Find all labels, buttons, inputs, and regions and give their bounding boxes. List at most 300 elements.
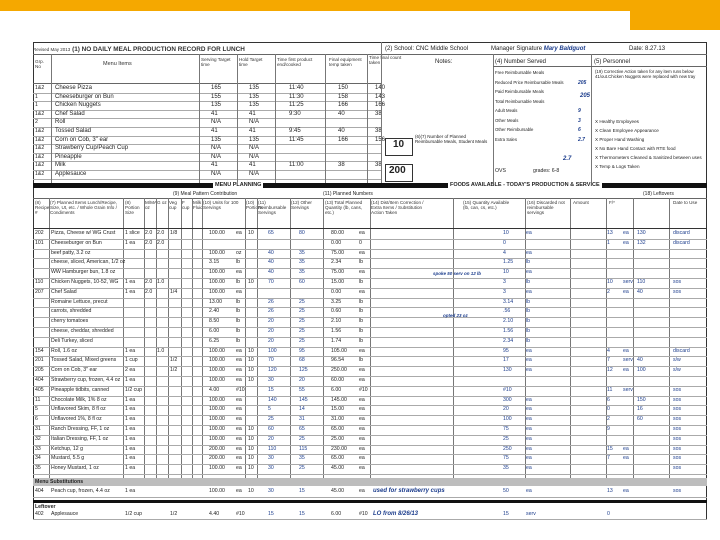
- row-portion-size: 1 ea: [125, 377, 136, 383]
- section-divider-bar: [33, 183, 707, 188]
- menu-item-grp: 1&2: [35, 85, 45, 91]
- row-available-unit: serv: [526, 511, 536, 517]
- row-total-quantity: 6.00: [331, 511, 342, 517]
- row-leftover-amount: 6: [607, 396, 610, 403]
- row-units-100: 4.00: [209, 386, 220, 393]
- column-divider: [570, 198, 571, 478]
- menu-item-final-temp: 158: [338, 93, 349, 100]
- row-item-name: Pineapple tidbits, canned: [51, 386, 109, 393]
- menu-item-final-count: 38: [375, 128, 382, 134]
- column-header: F/*: [609, 200, 615, 205]
- row-units-unit: ea: [236, 396, 242, 403]
- row-units-unit: ea: [236, 347, 242, 354]
- row-units-unit: ea: [236, 230, 242, 236]
- column-header: Date to Use: [673, 200, 698, 205]
- row-other-servings: 20: [299, 377, 305, 383]
- menu-item-hold-target: 135: [249, 102, 260, 109]
- row-portion-size: 1/2 cup: [125, 511, 143, 517]
- row-temp-count: 110: [637, 279, 646, 285]
- row-date-to-use: discard: [673, 347, 690, 354]
- menu-item-final-count: 38: [375, 110, 382, 117]
- row-reimbursable: 5: [268, 406, 271, 413]
- menu-item-final-count: 166: [375, 102, 386, 109]
- menu-item-name: Cheeseburger on Bun: [55, 93, 114, 100]
- row-units-100: 100.00: [209, 279, 225, 285]
- menu-item-name: Tossed Salad: [55, 128, 92, 134]
- row-units-unit: ea: [236, 488, 242, 494]
- row-portion-size: 1 slice: [125, 230, 140, 236]
- menu-item-final-temp: 40: [338, 110, 345, 117]
- row-portion-size: 1 ea: [125, 426, 136, 432]
- ovs-label: OVS: [495, 168, 506, 174]
- row-leftover-unit: ea: [623, 367, 629, 374]
- row-units-unit: lb: [236, 328, 241, 334]
- row-leftover-amount: 9: [607, 426, 610, 432]
- served-row-value: 3: [578, 117, 581, 124]
- row-separator: [33, 268, 707, 269]
- row-recipe-number: 154: [35, 347, 44, 354]
- menu-item-name: Applesauce: [55, 171, 87, 177]
- column-divider: [323, 198, 324, 478]
- row-date-to-use: sos: [673, 455, 682, 462]
- row-reimbursable: 25: [268, 416, 274, 423]
- row-quantity-unit: ea: [359, 367, 365, 374]
- extra-sales-total: 2.7: [563, 156, 572, 162]
- row-quantity-unit: ea: [359, 416, 365, 423]
- row-qty-available: 1.56: [503, 328, 514, 334]
- row-units-100: 100.00: [209, 367, 225, 374]
- row-temp-count: 130: [637, 230, 646, 236]
- served-row-label: Total Reimbursable Meals: [495, 98, 545, 104]
- menu-item-grp: 1: [35, 93, 38, 100]
- row-available-unit: ea: [526, 416, 532, 423]
- menu-item-grp: 1: [35, 102, 38, 109]
- corrective-action-note: (19) Corrective Action taken for any item runs below 41/out.Chicken Nuggets were replaced with new tray: [595, 69, 696, 79]
- row-reimbursable: 30: [268, 455, 274, 462]
- menu-item-time-cooked: 11:25: [289, 102, 304, 109]
- row-units-100: 6.00: [209, 328, 220, 334]
- row-qty-available: 1.25: [503, 259, 514, 266]
- row-item-name: cheese, sliced, American, 1/2 oz: [51, 259, 126, 266]
- row-other-servings: 14: [299, 406, 305, 413]
- row-quantity-unit: ea: [359, 435, 365, 442]
- row-date-to-use: sos: [673, 435, 682, 442]
- row-portion-size: 1 ea: [125, 288, 136, 295]
- row-portions: 10: [248, 377, 254, 383]
- row-total-quantity: 3.25: [331, 298, 342, 305]
- row-units-unit: oz: [236, 249, 242, 256]
- row-available-unit: ea: [526, 396, 532, 403]
- row-leftover-unit: ea: [623, 488, 629, 494]
- row-total-quantity: 65.00: [331, 455, 344, 462]
- row-portions: 10: [248, 488, 254, 494]
- row-units-unit: #10: [236, 511, 245, 517]
- menu-item-serving-target: 41: [211, 128, 218, 134]
- menu-item-time-cooked: 11:00: [289, 162, 304, 169]
- row-total-quantity: 230.00: [331, 445, 347, 452]
- row-leftover-unit: ea: [623, 288, 629, 295]
- row-reimbursable: 30: [268, 488, 274, 494]
- row-qty-available: 15: [503, 511, 509, 517]
- row-available-unit: ea: [526, 357, 532, 364]
- row-qty-available: 4: [503, 249, 506, 256]
- row-leftover-amount: 11: [607, 386, 613, 393]
- row-reimbursable: 140: [268, 396, 277, 403]
- menu-item-hold-target: 41: [249, 162, 256, 169]
- row-reimbursable: 15: [268, 386, 274, 393]
- menu-item-hold-target: 135: [249, 136, 260, 143]
- row-units-unit: lb: [236, 259, 241, 266]
- column-divider: [202, 198, 203, 478]
- row-total-quantity: 15.00: [331, 279, 344, 285]
- row-recipe-number: 34: [35, 455, 41, 462]
- row-leftover-unit: serv: [623, 357, 633, 364]
- row-temp-count: 132: [637, 239, 646, 246]
- menu-item-final-temp: 150: [338, 85, 349, 91]
- row-qty-available: 250: [503, 445, 512, 452]
- row-total-quantity: 45.00: [331, 488, 344, 494]
- row-item-name: Corn on Cob, 3" ear: [51, 367, 97, 374]
- menu-item-grp: 1&2: [35, 171, 45, 177]
- row-other-servings: 35: [299, 259, 305, 266]
- row-total-quantity: 0.00: [331, 288, 342, 295]
- row-portion-size: 1 ea: [125, 465, 136, 472]
- row-quantity-unit: lb: [359, 298, 364, 305]
- row-leftover-unit: ea: [623, 239, 629, 246]
- row-quantity-unit: ea: [359, 347, 365, 354]
- row-recipe-number: 32: [35, 435, 41, 442]
- orange-accent-bar: [0, 0, 720, 11]
- form-title-text: (1) NO DAILY MEAL PRODUCTION RECORD FOR LUNCH: [72, 46, 245, 53]
- served-row-label: Adult Meals: [495, 108, 518, 113]
- menu-item-serving-target: 41: [211, 162, 218, 169]
- row-total-quantity: 1.74: [331, 337, 342, 344]
- row-recipe-number: 205: [35, 367, 44, 374]
- column-divider: [245, 198, 246, 478]
- row-total-quantity: 31.00: [331, 416, 344, 423]
- row-available-unit: lb: [526, 279, 531, 285]
- row-item-name: Deli Turkey, sliced: [51, 337, 93, 344]
- row-portion-size: 1 ea: [125, 488, 136, 494]
- row-units-unit: lb: [236, 298, 241, 305]
- row-total-quantity: 80.00: [331, 230, 344, 236]
- row-total-quantity: 75.00: [331, 269, 344, 276]
- row-total-quantity: 1.56: [331, 328, 342, 334]
- row-quantity-unit: lb: [359, 279, 364, 285]
- column-header: (11) Reimbursable Servings: [258, 200, 287, 215]
- row-reimbursable: 20: [268, 318, 274, 325]
- row-action-note: LO from 8/26/13: [373, 511, 419, 517]
- row-leftover-amount: 10: [607, 279, 613, 285]
- column-header: (12) Other Servings: [291, 200, 312, 210]
- row-available-unit: lb: [526, 328, 531, 334]
- row-separator: [33, 474, 707, 475]
- planned-meals-label: (6)(7) Number of Planned Reimbursable Meals, Student Meals: [415, 134, 488, 144]
- row-separator: [33, 298, 707, 299]
- personnel-check-item: X Proper Hand Washing: [595, 137, 645, 142]
- notes-label: Notes:: [435, 59, 453, 65]
- row-quantity-unit: ea: [359, 269, 365, 276]
- menu-item-grp: 1&2: [35, 110, 45, 117]
- row-portions: 10: [248, 465, 254, 472]
- menu-item-hold-target: N/A: [249, 119, 260, 126]
- time-first-header: Time first product end/cooked: [277, 57, 313, 67]
- tray-count: 205: [580, 93, 591, 99]
- row-qty-available: 50: [503, 488, 509, 494]
- row-portions: 10: [248, 455, 254, 462]
- row-item-name: carrots, shredded: [51, 308, 92, 315]
- column-divider: [370, 198, 371, 478]
- menu-item-final-count: 38: [375, 162, 382, 169]
- menu-item-grp: 1&2: [35, 145, 45, 152]
- menu-item-name: Roll: [55, 119, 66, 126]
- menu-item-name: Milk: [55, 162, 66, 169]
- row-quantity-unit: lb: [359, 259, 364, 266]
- row-temp-count: 60: [637, 416, 643, 423]
- served-row-label: Other Reimbursable: [495, 127, 534, 132]
- school-name: CNC Middle School: [415, 46, 469, 52]
- row-separator: [33, 307, 707, 308]
- row-item-name: Italian Dressing, FF, 1 oz: [51, 435, 109, 442]
- row-total-quantity: 60.00: [331, 377, 344, 383]
- form-title: [33, 46, 378, 53]
- row-item-name: Chicken Nuggets, 10-52, WG: [51, 279, 119, 285]
- row-units-unit: lb: [236, 308, 241, 315]
- row-separator: [33, 327, 707, 328]
- row-temp-count: 100: [637, 367, 646, 374]
- row-units-100: 200.00: [209, 455, 225, 462]
- personnel-check-item: X Clean Employee Appearance: [595, 128, 659, 133]
- row-available-unit: ea: [526, 465, 532, 472]
- row-meat: 2.0: [145, 279, 153, 285]
- row-separator: [33, 249, 707, 250]
- menu-item-serving-target: 135: [211, 136, 222, 143]
- row-reimbursable: 40: [268, 259, 274, 266]
- row-recipe-number: 402: [35, 511, 44, 517]
- row-recipe-number: 11: [35, 396, 41, 403]
- menu-item-name: Chicken Nuggets: [55, 102, 101, 109]
- menu-item-final-temp: 40: [338, 128, 345, 134]
- row-units-100: 100.00: [209, 230, 225, 236]
- row-qty-available: 3.14: [503, 298, 514, 305]
- menu-item-name: Cheese Pizza: [55, 85, 93, 91]
- date-field: Date: 8.27.13: [629, 46, 666, 52]
- row-item-name: Peach cup, frozen, 4.4 oz: [51, 488, 110, 494]
- menu-item-hold-target: N/A: [249, 145, 260, 152]
- row-available-unit: ea: [526, 435, 532, 442]
- menu-item-serving-target: N/A: [211, 119, 222, 126]
- column-header: Amount: [573, 200, 589, 205]
- row-units-unit: ea: [236, 426, 242, 432]
- row-recipe-number: 405: [35, 386, 44, 393]
- row-available-unit: lb: [526, 318, 531, 325]
- hold-target-header: Hold Target time: [239, 57, 263, 67]
- row-other-servings: 80: [299, 230, 305, 236]
- row-available-unit: ea: [526, 249, 532, 256]
- row-separator: [33, 497, 707, 498]
- row-portion-size: 1 cup: [125, 357, 138, 364]
- row-quantity-unit: lb: [359, 357, 364, 364]
- leftover-divider: [33, 500, 707, 503]
- row-other-servings: 25: [299, 435, 305, 442]
- row-item-name: Chocolate Milk, 1% 8 oz: [51, 396, 107, 403]
- column-header: (10) Portions: [246, 200, 263, 210]
- row-date-to-use: sos: [673, 445, 682, 452]
- column-header: F cup: [182, 200, 190, 210]
- row-leftover-amount: 0: [607, 511, 610, 517]
- row-recipe-number: 5: [35, 406, 38, 413]
- column-header: (7) Planned Items Lunch/Recipe, Size, Ut, etc. / Whole Grain Info / Condiments: [50, 200, 117, 215]
- row-temp-count: 16: [637, 406, 643, 413]
- row-qty-available: 75: [503, 455, 509, 462]
- row-units-100: 6.25: [209, 337, 220, 344]
- planned-numbers-heading: (11) Planned Numbers: [323, 191, 373, 197]
- production-record-sheet: [33, 42, 707, 520]
- yellow-corner-tab: [630, 0, 720, 30]
- row-available-unit: ea: [526, 445, 532, 452]
- row-qty-available: 10: [503, 230, 509, 236]
- row-units-unit: ea: [236, 288, 242, 295]
- row-reimbursable: 100: [268, 347, 277, 354]
- row-total-quantity: 0.00: [331, 239, 342, 246]
- row-units-100: 100.00: [209, 406, 225, 413]
- row-temp-count: 150: [637, 396, 646, 403]
- chicken-handwritten-note: spoke 50 serv on 12 lb: [433, 271, 482, 276]
- menu-item-name: Corn on Cob, 3" ear: [55, 136, 109, 143]
- row-grain: 1.0: [157, 279, 165, 285]
- row-available-unit: ea: [526, 426, 532, 432]
- row-available-unit: lb: [526, 298, 531, 305]
- served-row-value: 2.7: [578, 136, 585, 143]
- row-qty-available: 130: [503, 367, 512, 374]
- row-units-100: 2.40: [209, 308, 220, 315]
- row-units-100: 3.15: [209, 259, 220, 266]
- row-reimbursable: 20: [268, 337, 274, 344]
- row-units-100: 200.00: [209, 445, 225, 452]
- row-other-servings: 25: [299, 308, 305, 315]
- menu-item-grp: 1&2: [35, 162, 45, 169]
- row-vegetable: 1/2: [170, 357, 178, 364]
- row-quantity-unit: ea: [359, 465, 365, 472]
- row-units-unit: ea: [236, 367, 242, 374]
- row-available-unit: ea: [526, 288, 532, 295]
- column-header: (13) Total Planned Quantity (lb, cans, etc.): [325, 200, 363, 215]
- row-date-to-use: sos: [673, 406, 682, 413]
- menu-item-name: Chef Salad: [55, 110, 85, 117]
- column-divider: [49, 198, 50, 478]
- row-item-name: Strawberry cup, frozen, 4.4 oz: [51, 377, 121, 383]
- row-total-quantity: 6.00: [331, 386, 342, 393]
- row-quantity-unit: ea: [359, 396, 365, 403]
- row-date-to-use: s/w: [673, 367, 681, 374]
- served-row-label: Other Meals: [495, 117, 519, 123]
- row-grain: 2.0: [157, 239, 165, 246]
- row-other-servings: 65: [299, 426, 305, 432]
- column-header: M/MA oz: [145, 200, 157, 210]
- row-meat: 2.0: [145, 288, 153, 295]
- menu-item-hold-target: 135: [249, 93, 260, 100]
- row-item-name: Honey Mustard, 1 oz: [51, 465, 99, 472]
- row-leftover-amount: 0: [607, 406, 610, 413]
- row-other-servings: 15: [299, 511, 305, 517]
- row-other-servings: 35: [299, 249, 305, 256]
- row-recipe-number: 33: [35, 445, 41, 452]
- row-leftover-unit: ea: [623, 445, 629, 452]
- menu-planning-heading: MENU PLANNING: [215, 182, 262, 188]
- menu-item-serving-target: 155: [211, 93, 222, 100]
- row-item-name: Ketchup, 12 g: [51, 445, 84, 452]
- row-quantity-unit: lb: [359, 337, 364, 344]
- column-divider: [257, 198, 258, 478]
- row-available-unit: ea: [526, 455, 532, 462]
- row-item-name: Chef Salad: [51, 288, 77, 295]
- row-portion-size: 1 ea: [125, 239, 136, 246]
- row-reimbursable: 26: [268, 298, 274, 305]
- row-total-quantity: 45.00: [331, 465, 344, 472]
- row-item-name: Applesauce: [51, 511, 79, 517]
- menu-item-serving-target: 165: [211, 85, 222, 91]
- school-label: (2) School: CNC Middle School: [385, 46, 469, 52]
- row-units-unit: ea: [236, 416, 242, 423]
- row-units-100: 100.00: [209, 288, 225, 295]
- row-qty-available: 17: [503, 357, 509, 364]
- row-reimbursable: 30: [268, 465, 274, 472]
- row-reimbursable: 30: [268, 377, 274, 383]
- row-portion-size: 2 ea: [125, 367, 136, 374]
- row-available-unit: ea: [526, 269, 532, 276]
- menu-item-hold-target: N/A: [249, 171, 260, 177]
- personnel-check-item: X Healthy Employees: [595, 119, 639, 124]
- row-reimbursable: 70: [268, 357, 274, 364]
- row-reimbursable: 70: [268, 279, 274, 285]
- menu-item-serving-target: N/A: [211, 153, 222, 160]
- row-qty-available: 300: [503, 396, 512, 403]
- row-quantity-unit: ea: [359, 426, 365, 432]
- row-quantity-unit: ea: [359, 377, 365, 383]
- row-total-quantity: 2.10: [331, 318, 342, 325]
- row-temp-count: 40: [637, 357, 643, 364]
- served-row-label: Free Reimbursable Meals: [495, 70, 545, 75]
- row-item-name: Mustard, 5.5 g: [51, 455, 85, 462]
- row-item-name: Pizza, Cheese w/ WG Crust: [51, 230, 116, 236]
- row-portions: 10: [248, 347, 254, 354]
- row-separator: [33, 258, 707, 259]
- row-qty-available: 3: [503, 288, 506, 295]
- row-reimbursable: 26: [268, 308, 274, 315]
- row-leftover-amount: 7: [607, 455, 610, 462]
- row-other-servings: 25: [299, 337, 305, 344]
- row-quantity-unit: ea: [359, 455, 365, 462]
- menu-item-hold-target: N/A: [249, 153, 260, 160]
- row-date-to-use: sos: [673, 488, 682, 494]
- row-item-name: Unflavored 1%, 8 fl oz: [51, 416, 102, 423]
- row-reimbursable: 120: [268, 367, 277, 374]
- row-recipe-number: 404: [35, 488, 44, 494]
- planned-count-2: 200: [389, 165, 406, 176]
- row-item-name: WW Hamburger bun, 1.8 oz: [51, 269, 116, 276]
- column-divider: [669, 198, 670, 478]
- row-reimbursable: 60: [268, 426, 274, 432]
- row-total-quantity: 96.54: [331, 357, 344, 364]
- row-recipe-number: 6: [35, 416, 38, 423]
- row-leftover-amount: 1: [607, 239, 610, 246]
- manager-signature-field: Manager Signature Mary Baldguot: [491, 46, 586, 52]
- row-units-100: 100.00: [209, 249, 225, 256]
- row-other-servings: 125: [299, 367, 308, 374]
- served-row-label: Extra Sales: [495, 136, 517, 142]
- row-available-unit: ea: [526, 367, 532, 374]
- row-units-unit: ea: [236, 435, 242, 442]
